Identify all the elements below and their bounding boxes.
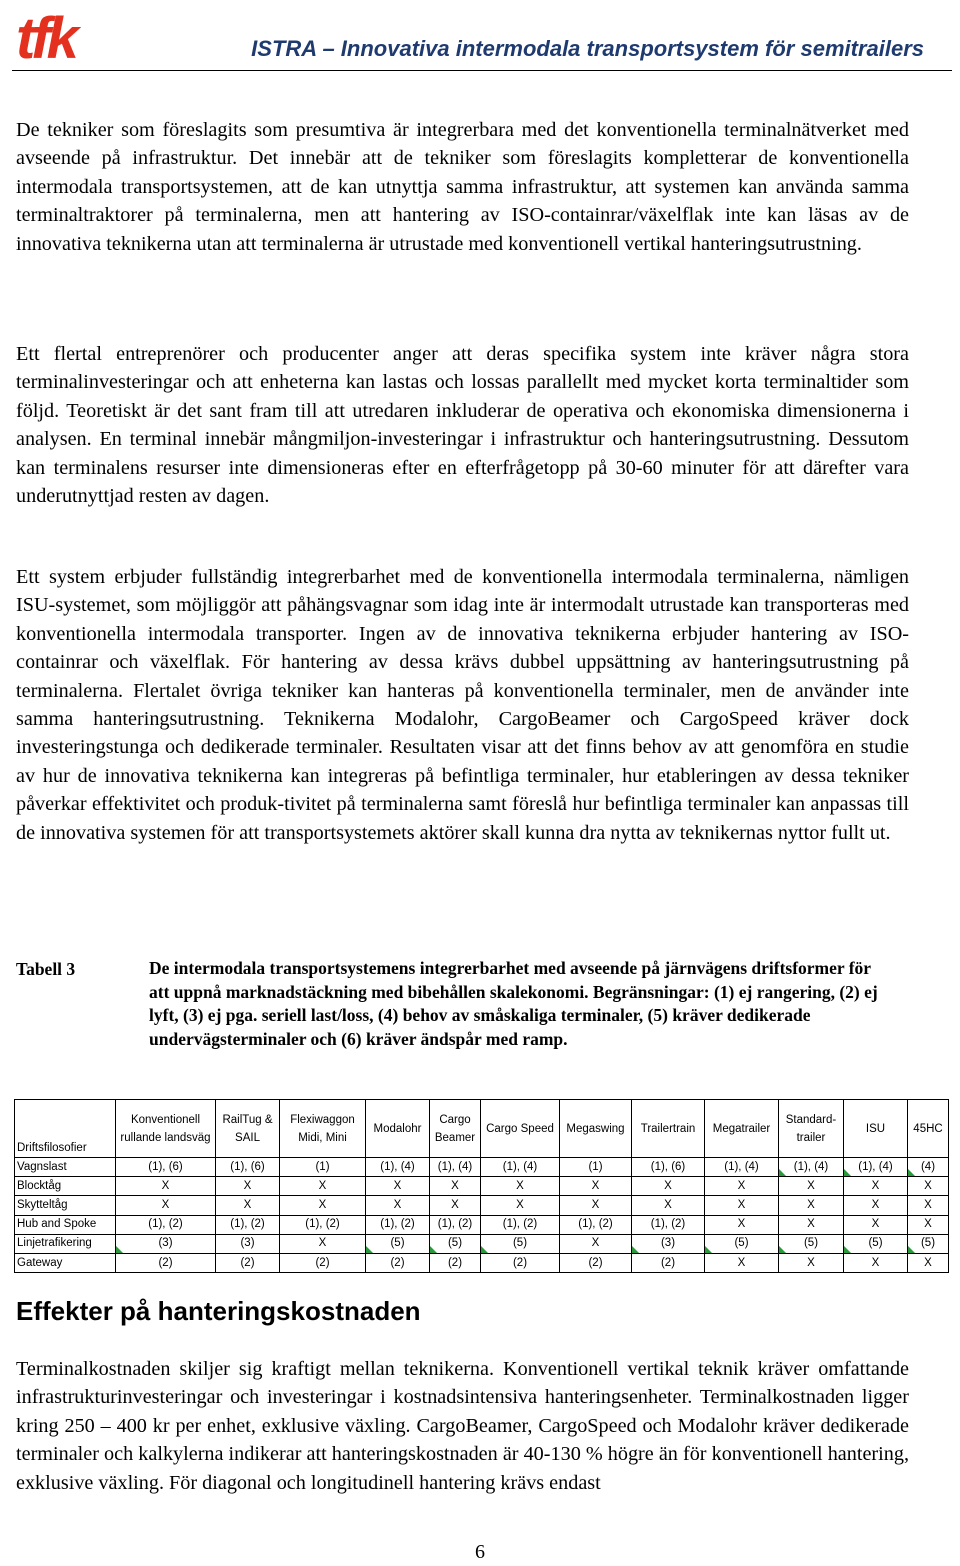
table-cell-value: X — [393, 1179, 402, 1192]
table-header-driftsfilosofier: Driftsfilosofier — [15, 1100, 116, 1158]
table-cell — [280, 1234, 366, 1253]
table-cell-value: (5) — [803, 1237, 819, 1250]
table-cell-value: (1), (2) — [148, 1218, 183, 1231]
table-row — [15, 1234, 949, 1253]
table-cell-value: (5) — [734, 1237, 749, 1250]
table-cell-value: (1), (2) — [305, 1218, 340, 1231]
table-cell — [844, 1234, 908, 1253]
table-row-label: Linjetrafikering — [15, 1234, 116, 1253]
cell-marker-icon — [779, 1169, 786, 1176]
table-cell-value: (2) — [158, 1256, 173, 1269]
table-cell — [430, 1177, 481, 1196]
table-cell — [366, 1196, 430, 1215]
table-cell — [632, 1196, 705, 1215]
table-cell-value: (1), (4) — [502, 1160, 538, 1173]
table-cell — [430, 1158, 481, 1177]
table-row-label: Blocktåg — [15, 1177, 116, 1196]
table-cell — [779, 1215, 844, 1234]
section-heading: Effekter på hanteringskostnaden — [16, 1296, 421, 1326]
table-cell — [844, 1158, 908, 1177]
table-cell — [908, 1253, 949, 1272]
table-column-header: 45HC — [908, 1100, 949, 1158]
table-cell — [560, 1177, 632, 1196]
table-cell — [908, 1234, 949, 1253]
table-cell — [560, 1253, 632, 1272]
table-cell-value: X — [318, 1179, 327, 1192]
table-cell-value: X — [516, 1198, 524, 1211]
table-cell-value: (1), (6) — [650, 1160, 686, 1173]
table-cell — [779, 1253, 844, 1272]
cell-marker-icon — [116, 1246, 123, 1253]
table-cell-value: X — [161, 1179, 170, 1192]
table-cell — [908, 1177, 949, 1196]
cell-marker-icon — [844, 1169, 851, 1176]
table-cell-value: (2) — [660, 1256, 676, 1269]
table-cell-value: X — [871, 1218, 880, 1231]
table-column-header: Modalohr — [366, 1100, 430, 1158]
table-cell-value: (3) — [660, 1237, 676, 1250]
table-cell-value: (1) — [588, 1160, 603, 1173]
table-row — [15, 1215, 949, 1234]
logo-text: tfk — [16, 6, 75, 64]
paragraph-2: Ett flertal entreprenörer och producenter anger att deras specifika system inte kräver några stora terminalinvesteringar och att enheterna kan lastas och lossas parallellt med mycket korta terminaltider som följd. Teoretiskt är det sant fram till att utredaren inkluderar de operativa och ekonomiska dimensionerna i analysen. En terminal innebär mångmiljon-investeringar i infrastruktur och hanteringsutrustning. Dessutom kan terminalens resurser inte dimensioneras efter en efterfrågetopp på 30-60 minuter för att därefter vara underutnyttjad resten av dagen. — [16, 343, 909, 508]
table-column-header: Flexiwaggon Midi, Mini — [280, 1100, 366, 1158]
table-cell-value: X — [871, 1256, 880, 1269]
table-cell — [779, 1196, 844, 1215]
table-cell-value: X — [807, 1256, 815, 1269]
table-cell-value: (5) — [447, 1237, 463, 1250]
table-caption-text: De intermodala transportsystemens integrerbarhet med avseende på järnvägens driftsformer för att uppnå marknadstäckning med bibehållen skalekonomi. Begränsningar: (1) ej rangering, (2) ej lyft, (3) ej pga. seriell last/loss, (4) behov av småskaliga terminaler, (5) kräver dedikerade undervägsterminaler och (6) kräver ändspår med ramp. — [149, 958, 878, 1049]
table-cell — [481, 1158, 560, 1177]
table-cell — [844, 1215, 908, 1234]
table-cell — [116, 1196, 216, 1215]
table-row — [15, 1158, 949, 1177]
table-column-header: Cargo Beamer — [430, 1100, 481, 1158]
paragraph-1: De tekniker som föreslagits som presumtiva är integrerbara med det konventionella terminalnätverket med avseende på infrastruktur. Det innebär att de tekniker som föreslagits kompletterar de konventionella intermodala transportsystemen, att de kan utnyttja samma infrastruktur, att systemen kan använda samma terminaltraktorer på terminalerna, men att hantering av ISO-containrar/växelflak inte kan läsas av de innovativa teknikerna utan att terminalerna är utrustade med konventionell vertikal hanteringsutrustning. — [16, 119, 909, 255]
table-column-header: RailTug & SAIL — [216, 1100, 280, 1158]
table-cell-value: X — [516, 1179, 524, 1192]
table-cell-value: X — [393, 1198, 402, 1211]
cell-marker-icon — [908, 1169, 915, 1176]
table-cell — [430, 1196, 481, 1215]
table-header-row — [15, 1100, 949, 1158]
table-cell-value: (1), (4) — [724, 1160, 759, 1173]
table-cell-value: X — [451, 1198, 459, 1211]
table-cell-value: X — [451, 1179, 459, 1192]
table-cell — [366, 1158, 430, 1177]
table-cell-value: X — [161, 1198, 170, 1211]
table-cell — [705, 1158, 779, 1177]
table-cell-value: X — [924, 1198, 932, 1211]
cell-marker-icon — [430, 1246, 437, 1253]
table-cell-value: (2) — [512, 1256, 528, 1269]
table-cell-value: (1), (2) — [380, 1218, 415, 1231]
table-row-label: Skytteltåg — [15, 1196, 116, 1215]
table-cell-value: (1), (6) — [148, 1160, 183, 1173]
table-cell — [366, 1253, 430, 1272]
table-cell-value: (1), (4) — [858, 1160, 893, 1173]
table-cell — [280, 1253, 366, 1272]
table-row — [15, 1196, 949, 1215]
table-row-label: Vagnslast — [15, 1158, 116, 1177]
table-cell-value: (2) — [390, 1256, 405, 1269]
table-cell-value: X — [318, 1198, 327, 1211]
table-cell-value: X — [243, 1198, 252, 1211]
table-cell — [908, 1158, 949, 1177]
table-cell — [216, 1215, 280, 1234]
table-cell-value: X — [243, 1179, 252, 1192]
table-cell — [705, 1215, 779, 1234]
cell-marker-icon — [779, 1246, 786, 1253]
table-column-header: Konventionell rullande landsväg — [116, 1100, 216, 1158]
table-row — [15, 1253, 949, 1272]
document-header-title: ISTRA – Innovativa intermodala transportsystem för semitrailers — [251, 36, 924, 61]
table-cell-value: X — [807, 1179, 815, 1192]
cell-marker-icon — [632, 1246, 639, 1253]
table-cell-value: X — [664, 1198, 672, 1211]
table-cell — [216, 1177, 280, 1196]
table-cell — [116, 1234, 216, 1253]
table-column-header: Megatrailer — [705, 1100, 779, 1158]
table-cell-value: X — [737, 1256, 746, 1269]
table-cell — [116, 1177, 216, 1196]
table-cell — [216, 1253, 280, 1272]
table-cell-value: X — [871, 1198, 880, 1211]
table-cell-value: (1), (2) — [578, 1218, 613, 1231]
table-cell-value: (5) — [512, 1237, 528, 1250]
cell-marker-icon — [481, 1246, 488, 1253]
table-column-header: Standard-trailer — [779, 1100, 844, 1158]
table-cell — [560, 1234, 632, 1253]
table-cell-value: X — [591, 1198, 600, 1211]
table-cell — [481, 1177, 560, 1196]
table-cell-value: (3) — [158, 1237, 173, 1250]
table-cell — [779, 1177, 844, 1196]
table-cell-value: (2) — [588, 1256, 603, 1269]
table-cell — [216, 1234, 280, 1253]
table-cell — [908, 1215, 949, 1234]
table-cell-value: (4) — [920, 1160, 936, 1173]
table-cell — [280, 1158, 366, 1177]
table-cell — [216, 1158, 280, 1177]
table-cell — [779, 1234, 844, 1253]
table-caption-label: Tabell 3 — [16, 959, 76, 979]
table-cell — [705, 1253, 779, 1272]
table-row-label: Hub and Spoke — [15, 1215, 116, 1234]
table-column-header: Megaswing — [560, 1100, 632, 1158]
table-cell — [280, 1215, 366, 1234]
table-cell-value: X — [737, 1218, 746, 1231]
table-cell — [430, 1253, 481, 1272]
table-cell-value: X — [664, 1179, 672, 1192]
table-cell-value: (2) — [315, 1256, 330, 1269]
cell-marker-icon — [844, 1246, 851, 1253]
table-cell-value: X — [807, 1218, 815, 1231]
table-cell-value: X — [591, 1179, 600, 1192]
table-cell-value: X — [591, 1237, 600, 1250]
header-divider — [12, 70, 952, 71]
table-cell — [481, 1196, 560, 1215]
table-body — [15, 1158, 949, 1273]
table-cell — [280, 1177, 366, 1196]
table-cell-value: (1), (4) — [380, 1160, 415, 1173]
table-cell — [216, 1196, 280, 1215]
table-cell-value: X — [737, 1179, 746, 1192]
table-cell — [844, 1196, 908, 1215]
table-cell — [632, 1177, 705, 1196]
table-cell — [481, 1215, 560, 1234]
table-cell-value: (2) — [447, 1256, 463, 1269]
table-cell — [632, 1215, 705, 1234]
table-header — [15, 1100, 949, 1158]
table-cell-value: X — [871, 1179, 880, 1192]
table-cell — [844, 1253, 908, 1272]
table-cell-value: (3) — [240, 1237, 255, 1250]
table-cell-value: (5) — [868, 1237, 883, 1250]
paragraph-3: Ett system erbjuder fullständig integrerbarhet med de konventionella intermodala terminalerna, nämligen ISU-systemet, som möjliggör att påhängsvagnar som idag inte är intermodalt utrustade kan transporteras med konventionella intermodala transporter. Ingen av de innovativa teknikerna erbjuder hantering av ISO-containrar och växelflak. För hantering av dessa krävs dubbel uppsättning av hanteringsutrustning på terminalerna. Flertalet övriga tekniker kan hanteras på konventionella terminaler, men de använder inte samma hanteringsutrustning. Teknikerna Modalohr, CargoBeamer och CargoSpeed kräver dock investeringstunga och dedikerade terminaler. Resultaten visar att det finns behov av att genomföra en studie av hur de innovativa teknikerna kan integreras på befintliga terminaler, hur etableringen av dessa tekniker påverkar effektivitet och produk-tivitet på terminalerna samt föreslå hur befintliga terminaler kan anpassas till de innovativa systemen för att transportsystemets aktörer skall kunna dra nytta av teknikernas nyttor fullt ut. — [16, 566, 909, 844]
table-cell — [705, 1234, 779, 1253]
table-row — [15, 1177, 949, 1196]
paragraph-4: Terminalkostnaden skiljer sig kraftigt mellan teknikerna. Konventionell vertikal teknik kräver omfattande infrastrukturinvesteringar och investeringar i kostnadsintensiva hanteringsenheter. Terminalkostnaden ligger kring 250 – 400 kr per enhet, exklusive växling. CargoBeamer, CargoSpeed och Modalohr kräver dedikerade terminaler och kalkylerna indikerar att hanteringskostnaden är 40-130 % högre än för konventionell hantering, exklusive växling. För diagonal och longitudinell hantering krävs endast — [16, 1358, 909, 1494]
table-cell — [632, 1234, 705, 1253]
table-cell-value: X — [924, 1256, 932, 1269]
table-cell-value: X — [924, 1179, 932, 1192]
table-cell — [481, 1234, 560, 1253]
table-column-header: ISU — [844, 1100, 908, 1158]
table-cell-value: (2) — [240, 1256, 255, 1269]
table-cell — [844, 1177, 908, 1196]
table-cell-value: X — [807, 1198, 815, 1211]
table-cell-value: (1), (2) — [650, 1218, 686, 1231]
page-number: 6 — [475, 1541, 485, 1563]
table-cell — [908, 1196, 949, 1215]
table-cell-value: (1), (6) — [230, 1160, 265, 1173]
table-cell-value: (1), (2) — [230, 1218, 265, 1231]
table-cell — [560, 1196, 632, 1215]
table-cell — [481, 1253, 560, 1272]
table-cell-value: X — [318, 1237, 327, 1250]
cell-marker-icon — [705, 1246, 712, 1253]
table-cell-value: (1), (4) — [437, 1160, 473, 1173]
table-cell-value: (1), (2) — [437, 1218, 473, 1231]
table-cell-value: (1) — [315, 1160, 330, 1173]
table-column-header: Trailertrain — [632, 1100, 705, 1158]
table-cell — [116, 1158, 216, 1177]
table-cell — [116, 1253, 216, 1272]
table-cell — [366, 1234, 430, 1253]
table-cell-value: (5) — [390, 1237, 405, 1250]
table-cell — [116, 1215, 216, 1234]
integration-table — [14, 1099, 949, 1273]
cell-marker-icon — [366, 1246, 373, 1253]
table-cell — [632, 1158, 705, 1177]
table-cell-value: (5) — [920, 1237, 936, 1250]
table-cell — [560, 1158, 632, 1177]
table-column-header: Cargo Speed — [481, 1100, 560, 1158]
cell-marker-icon — [908, 1246, 915, 1253]
table-row-label: Gateway — [15, 1253, 116, 1272]
table-cell — [705, 1177, 779, 1196]
table-cell-value: X — [924, 1218, 932, 1231]
table-cell — [430, 1215, 481, 1234]
tfk-logo — [14, 6, 110, 64]
table-cell-value: (1), (2) — [502, 1218, 538, 1231]
table-cell — [705, 1196, 779, 1215]
table-cell — [366, 1215, 430, 1234]
table-cell — [779, 1158, 844, 1177]
table-cell — [632, 1253, 705, 1272]
table-cell — [366, 1177, 430, 1196]
table-cell-value: (1), (4) — [793, 1160, 829, 1173]
table-cell-value: X — [737, 1198, 746, 1211]
table-cell — [280, 1196, 366, 1215]
table-cell — [560, 1215, 632, 1234]
table-cell — [430, 1234, 481, 1253]
